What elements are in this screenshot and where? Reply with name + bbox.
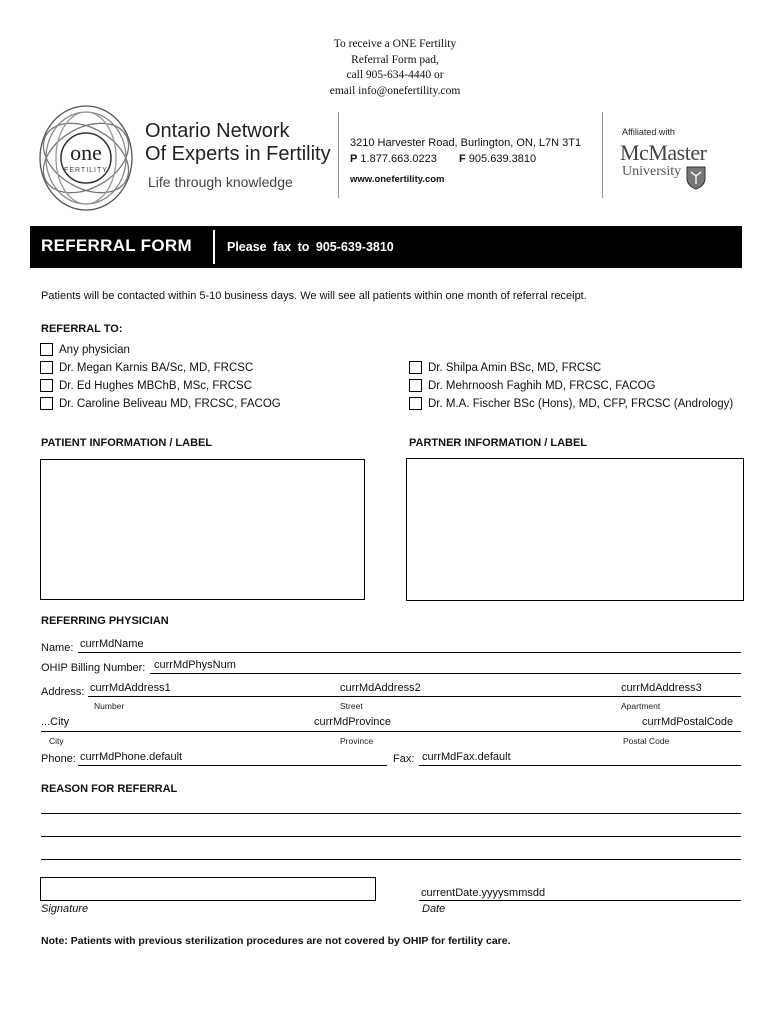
street-caption: Street <box>340 701 363 711</box>
mcmaster-name: McMaster <box>620 140 707 165</box>
checkbox-dr-karnis[interactable] <box>40 361 53 374</box>
affiliated-label: Affiliated with <box>622 127 675 137</box>
signature-label: Signature <box>41 903 89 915</box>
fax-instructions: Please fax to 905-639-3810 <box>227 240 394 254</box>
website: www.onefertility.com <box>350 174 445 185</box>
fax-label: Fax: <box>393 753 415 765</box>
reason-line[interactable] <box>41 836 741 837</box>
phone-number: 1.877.663.0223 <box>360 153 437 165</box>
address-apartment-field[interactable]: currMdAddress3 <box>621 682 702 694</box>
checkbox-label: Dr. Caroline Beliveau MD, FRCSC, FACOG <box>59 398 281 410</box>
address-number-field[interactable]: currMdAddress1 <box>90 682 171 694</box>
date-underline <box>419 900 741 901</box>
phone-field[interactable]: currMdPhone.default <box>80 751 183 763</box>
header-divider <box>338 112 339 198</box>
address-street-field[interactable]: currMdAddress2 <box>340 682 421 694</box>
checkbox-label: Dr. M.A. Fischer BSc (Hons), MD, CFP, FRCSC (Andrology) <box>428 398 734 410</box>
phone-fax-line <box>350 151 581 167</box>
checkbox-dr-amin[interactable] <box>409 361 422 374</box>
order-pad-note-line: To receive a ONE Fertility <box>333 38 457 50</box>
organization-name <box>145 120 331 166</box>
organization-name-line1: Ontario Network <box>145 120 290 142</box>
number-caption: Number <box>94 701 125 711</box>
order-pad-note-line: call 905-634-4440 or <box>346 69 444 81</box>
order-pad-note-line: Referral Form pad, <box>351 53 439 66</box>
apartment-caption: Apartment <box>621 701 661 711</box>
ohip-number-field[interactable]: currMdPhysNum <box>154 659 236 671</box>
order-pad-note <box>0 37 770 99</box>
patient-info-box[interactable] <box>40 459 365 600</box>
city-field[interactable]: ...City <box>41 716 70 728</box>
fax-field[interactable]: currMdFax.default <box>422 751 511 763</box>
checkbox-label: Dr. Mehrnoosh Faghih MD, FRCSC, FACOG <box>428 380 656 392</box>
banner-divider <box>213 230 215 264</box>
sterilization-note: Note: Patients with previous sterilization procedures are not covered by OHIP for fertility care. <box>41 935 511 947</box>
form-title: REFERRAL FORM <box>41 236 192 255</box>
checkbox-dr-faghih[interactable] <box>409 379 422 392</box>
signature-box[interactable] <box>40 877 376 901</box>
checkbox-dr-fischer[interactable] <box>409 397 422 410</box>
mcmaster-crest-icon <box>686 166 706 190</box>
postal-code-caption: Postal Code <box>623 736 670 746</box>
contact-block <box>350 135 581 188</box>
logo-word: one <box>70 140 102 165</box>
referring-physician-heading: REFERRING PHYSICIAN <box>41 615 169 627</box>
one-fertility-logo <box>36 102 136 214</box>
order-pad-note-line: email info@onefertility.com <box>329 84 461 97</box>
checkbox-any-physician[interactable] <box>40 343 53 356</box>
fax-prefix: F <box>459 153 466 165</box>
fax-number: 905.639.3810 <box>468 153 537 165</box>
partner-info-heading: PARTNER INFORMATION / LABEL <box>409 437 588 449</box>
phone-prefix: P <box>350 153 358 165</box>
checkbox-label: Dr. Ed Hughes MBChB, MSc, FRCSC <box>59 380 252 392</box>
clinic-address: 3210 Harvester Road, Burlington, ON, L7N 3T1 <box>350 137 582 149</box>
physician-name-field[interactable]: currMdName <box>80 638 144 650</box>
checkbox-label: Dr. Shilpa Amin BSc, MD, FRCSC <box>428 362 602 374</box>
province-caption: Province <box>340 736 374 746</box>
patient-info-heading: PATIENT INFORMATION / LABEL <box>41 437 213 449</box>
referral-to-heading: REFERRAL TO: <box>41 323 123 335</box>
name-underline <box>78 652 741 653</box>
mcmaster-university: University <box>622 164 682 179</box>
address-label: Address: <box>41 686 85 698</box>
ohip-label: OHIP Billing Number: <box>41 662 146 674</box>
checkbox-label: Any physician <box>59 344 130 356</box>
phone-label: Phone: <box>41 753 76 765</box>
reason-heading: REASON FOR REFERRAL <box>41 783 178 795</box>
intro-text: Patients will be contacted within 5-10 business days. We will see all patients within one month of referral receipt. <box>41 290 587 302</box>
checkbox-label: Dr. Megan Karnis BA/Sc, MD, FRCSC <box>59 362 254 374</box>
date-label: Date <box>422 903 446 915</box>
postal-code-field[interactable]: currMdPostalCode <box>642 716 734 728</box>
logo-sub: FERTILITY <box>64 167 108 174</box>
name-label: Name: <box>41 642 74 654</box>
city-underline <box>41 731 741 732</box>
fax-underline <box>419 765 741 766</box>
province-field[interactable]: currMdProvince <box>314 716 392 728</box>
checkbox-dr-hughes[interactable] <box>40 379 53 392</box>
header-divider <box>602 112 603 198</box>
ohip-underline <box>150 673 741 674</box>
tagline: Life through knowledge <box>148 174 293 190</box>
reason-line[interactable] <box>41 859 741 860</box>
checkbox-dr-beliveau[interactable] <box>40 397 53 410</box>
phone-underline <box>78 765 387 766</box>
city-caption: City <box>49 736 64 746</box>
reason-line[interactable] <box>41 813 741 814</box>
date-field[interactable]: currentDate.yyyysmmsdd <box>421 887 546 899</box>
organization-name-line2: Of Experts in Fertility <box>145 143 331 165</box>
address-underline <box>88 696 741 697</box>
partner-info-box[interactable] <box>406 458 744 601</box>
